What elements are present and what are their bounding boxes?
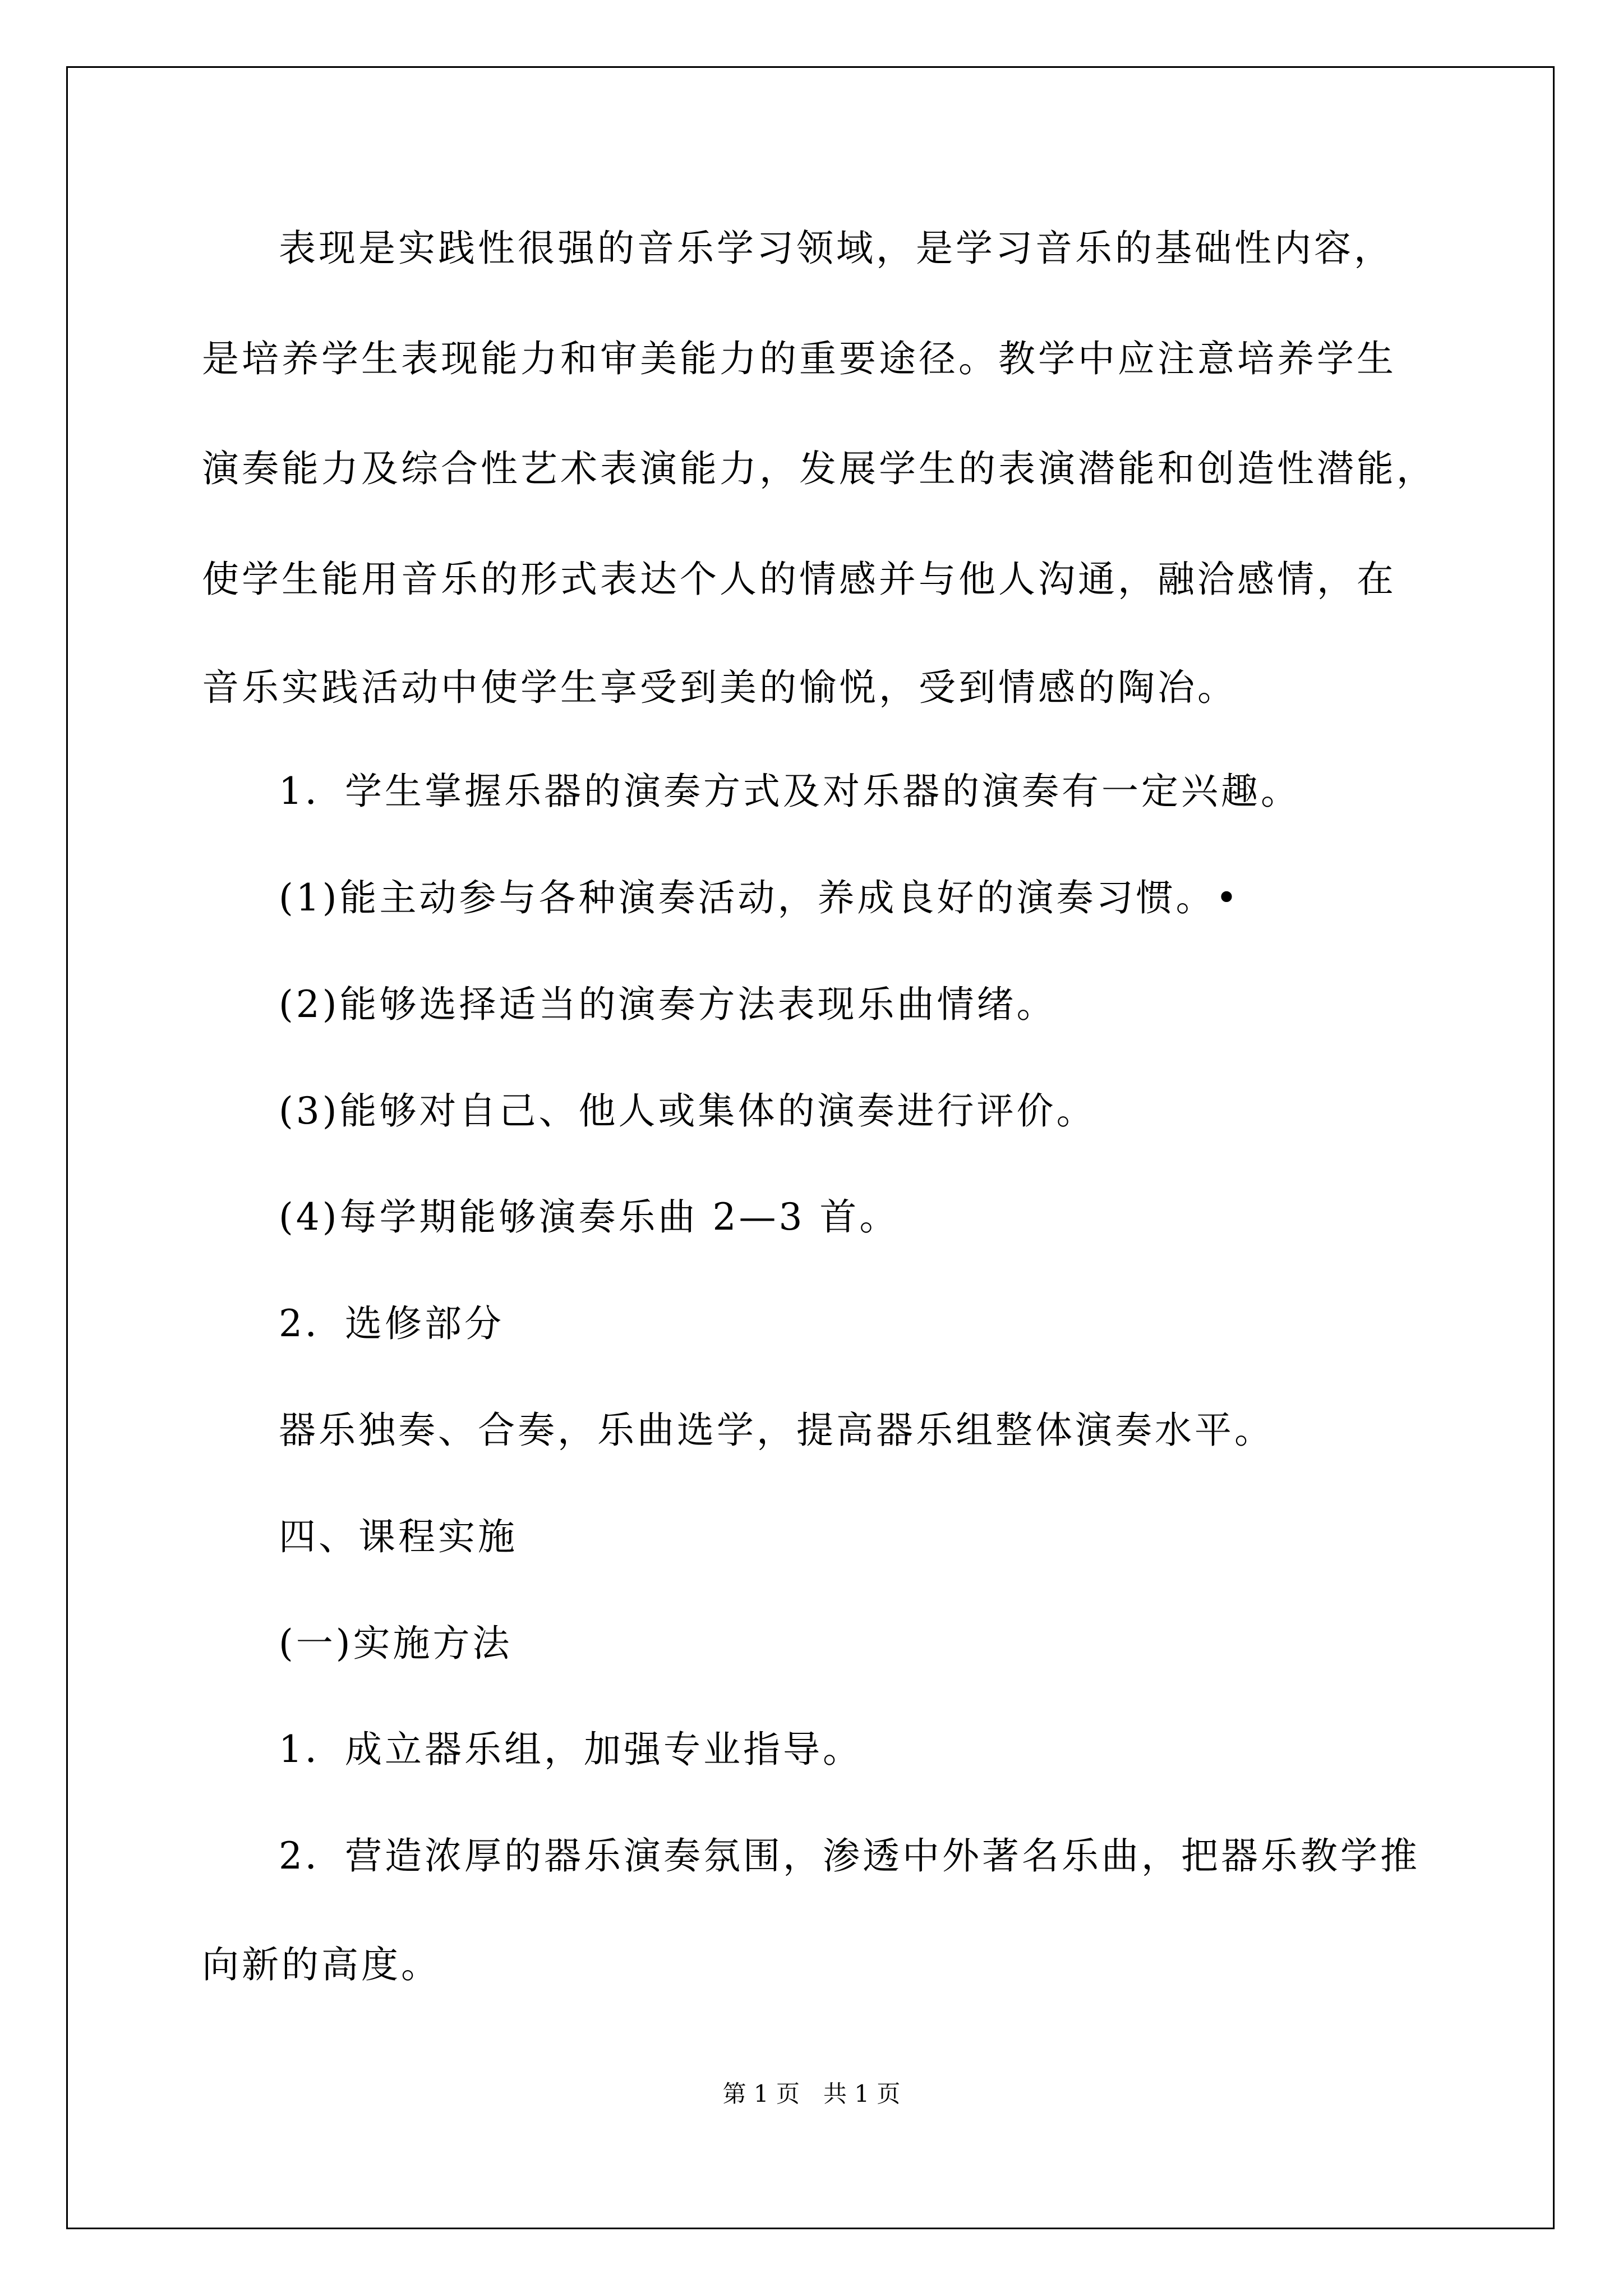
paragraph-line: 表现是实践性很强的音乐学习领域，是学习音乐的基础性内容， [279, 227, 1394, 270]
paragraph-line: 演奏能力及综合性艺术表演能力，发展学生的表演潜能和创造性潜能， [202, 447, 1436, 490]
list-item: 1．成立器乐组，加强专业指导。 [279, 1728, 863, 1771]
paragraph-line: 音乐实践活动中使学生享受到美的愉悦，受到情感的陶冶。 [202, 666, 1237, 709]
list-item: (4)每学期能够演奏乐曲 2—3 首。 [279, 1195, 900, 1239]
list-item: (1)能主动参与各种演奏活动，养成良好的演奏习惯。• [279, 876, 1241, 919]
list-item: (2)能够选择适当的演奏方法表现乐曲情绪。 [279, 983, 1057, 1026]
section-heading: 2．选修部分 [279, 1302, 504, 1345]
paragraph-line: 使学生能用音乐的形式表达个人的情感并与他人沟通，融洽感情，在 [202, 558, 1396, 601]
subsection-heading: (一)实施方法 [279, 1622, 513, 1665]
list-item: 1．学生掌握乐器的演奏方式及对乐器的演奏有一定兴趣。 [279, 770, 1301, 813]
page-border [66, 66, 1555, 2229]
paragraph-line: 向新的高度。 [202, 1943, 441, 1986]
page-footer: 第 1 页 共 1 页 [722, 2080, 901, 2108]
paragraph-line: 是培养学生表现能力和审美能力的重要途径。教学中应注意培养学生 [202, 337, 1396, 380]
list-item: 2．营造浓厚的器乐演奏氛围，渗透中外著名乐曲，把器乐教学推 [279, 1834, 1420, 1878]
paragraph-line: 器乐独奏、合奏，乐曲选学，提高器乐组整体演奏水平。 [279, 1409, 1274, 1452]
section-heading: 四、课程实施 [279, 1515, 518, 1558]
list-item: (3)能够对自己、他人或集体的演奏进行评价。 [279, 1089, 1096, 1133]
